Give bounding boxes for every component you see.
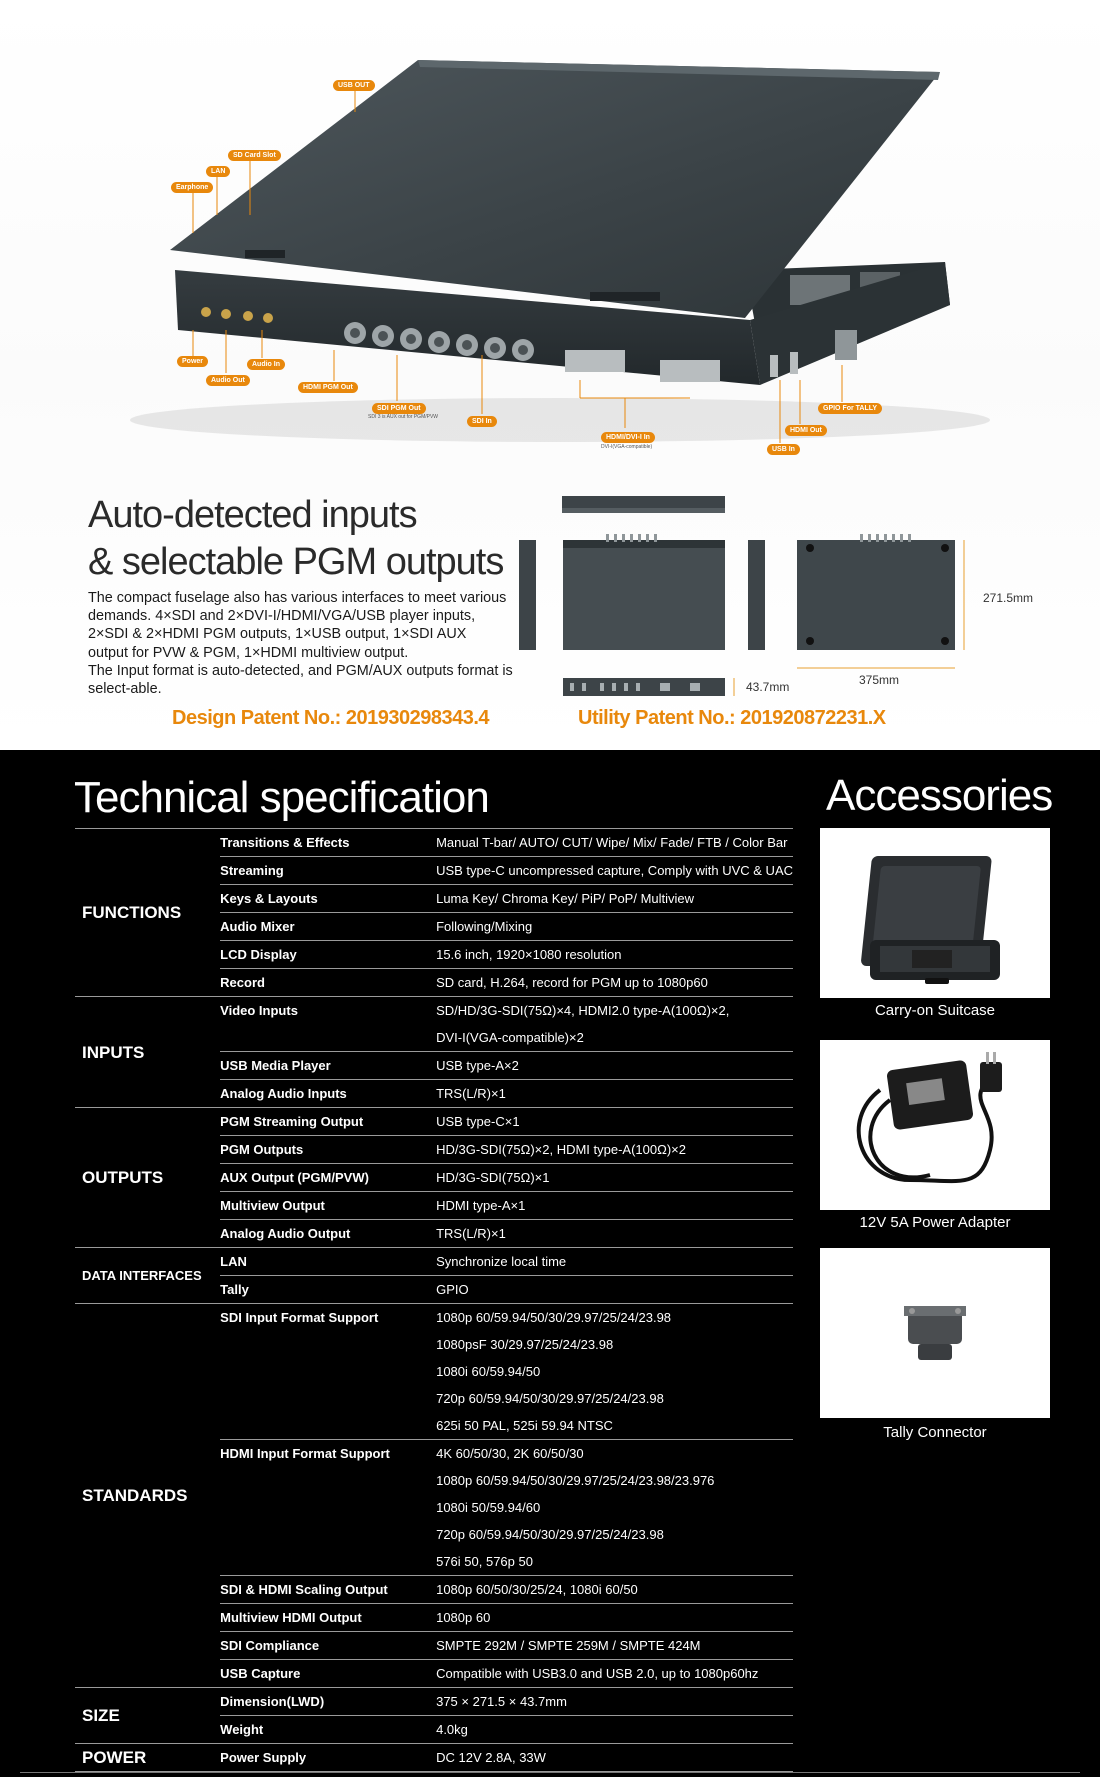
spec-item: Tally — [220, 1276, 436, 1304]
dimension-height: 43.7mm — [746, 680, 790, 694]
accessory-caption: Carry-on Suitcase — [874, 1002, 996, 1019]
spec-item: Transitions & Effects — [220, 829, 436, 857]
port-label-sd-card-slot: SD Card Slot — [228, 150, 281, 161]
spec-value: Synchronize local time — [436, 1248, 793, 1276]
port-note-sdi-aux: SDI 3 is AUX out for PGM/PVW — [368, 414, 439, 420]
headline-line-2: & selectable PGM outputs — [88, 541, 504, 583]
spec-row — [75, 1248, 793, 1276]
spec-value: 1080p 60 — [436, 1604, 793, 1632]
spec-item: Weight — [220, 1716, 436, 1744]
spec-item — [220, 1024, 436, 1052]
port-label-hdmi-dvi-in: HDMI/DVI-I In — [601, 432, 655, 443]
spec-item: Keys & Layouts — [220, 885, 436, 913]
spec-item: PGM Outputs — [220, 1136, 436, 1164]
spec-item: Video Inputs — [220, 997, 436, 1025]
port-note-dvi-vga: DVI-I(VGA-compatible) — [601, 444, 653, 450]
view-left-side — [519, 540, 536, 650]
spec-value: USB type-A×2 — [436, 1052, 793, 1080]
spec-item — [220, 1331, 436, 1358]
spec-item: USB Capture — [220, 1660, 436, 1688]
spec-item: Record — [220, 969, 436, 997]
spec-value: Luma Key/ Chroma Key/ PiP/ PoP/ Multiview — [436, 885, 793, 913]
accessory-card-suitcase — [820, 828, 1050, 998]
spec-item: HDMI Input Format Support — [220, 1440, 436, 1468]
power-adapter-image — [820, 1040, 1050, 1210]
spec-category: SIZE — [75, 1688, 220, 1744]
spec-item: Analog Audio Output — [220, 1220, 436, 1248]
dimension-width: 375mm — [859, 673, 900, 687]
spec-item — [220, 1467, 436, 1494]
port-label-lan: LAN — [206, 166, 230, 177]
spec-value: SD card, H.264, record for PGM up to 1080p60 — [436, 969, 793, 997]
spec-value: DVI-I(VGA-compatible)×2 — [436, 1030, 584, 1045]
spec-category: INPUTS — [75, 997, 220, 1108]
port-label-audio-in: Audio In — [247, 359, 285, 370]
spec-value: HD/3G-SDI(75Ω)×1 — [436, 1164, 793, 1192]
spec-value: 4K 60/50/30, 2K 60/50/30 — [436, 1440, 793, 1468]
spec-item — [220, 1358, 436, 1385]
description-line: 2×SDI & 2×HDMI PGM outputs, 1×USB output, 1×SDI AUX — [88, 626, 467, 643]
spec-category: STANDARDS — [75, 1304, 220, 1688]
spec-category: FUNCTIONS — [75, 829, 220, 997]
spec-row — [75, 997, 793, 1025]
spec-value: 720p 60/59.94/50/30/29.97/25/24/23.98 — [436, 1391, 664, 1406]
spec-item — [220, 1494, 436, 1521]
spec-row — [75, 829, 793, 857]
spec-category: DATA INTERFACES — [75, 1248, 220, 1304]
description-line: select-able. — [88, 681, 162, 698]
spec-value: HDMI type-A×1 — [436, 1192, 793, 1220]
dimension-views-drawing — [0, 0, 1100, 750]
spec-value: 625i 50 PAL, 525i 59.94 NTSC — [436, 1418, 613, 1433]
spec-item: PGM Streaming Output — [220, 1108, 436, 1136]
spec-row — [75, 1108, 793, 1136]
port-label-usb-out: USB OUT — [333, 80, 375, 91]
description-line: The Input format is auto-detected, and PGM/AUX outputs format is — [88, 662, 513, 679]
description-line: demands. 4×SDI and 2×DVI-I/HDMI/VGA/USB player inputs, — [88, 608, 476, 625]
spec-value: 15.6 inch, 1920×1080 resolution — [436, 941, 793, 969]
utility-patent: Utility Patent No.: 201920872231.X — [578, 707, 886, 729]
spec-value: 1080i 60/59.94/50 — [436, 1364, 541, 1379]
spec-value: 1080p 60/50/30/25/24, 1080i 60/50 — [436, 1576, 793, 1604]
spec-value: SD/HD/3G-SDI(75Ω)×4, HDMI2.0 type-A(100Ω)×2, — [436, 997, 793, 1025]
spec-row — [75, 1744, 793, 1772]
spec-row — [75, 1688, 793, 1716]
spec-item — [220, 1412, 436, 1440]
accessory-caption: 12V 5A Power Adapter — [859, 1214, 1011, 1231]
suitcase-image — [820, 828, 1050, 998]
port-label-sdi-pgm-out: SDI PGM Out — [372, 403, 426, 414]
design-patent: Design Patent No.: 201930298343.4 — [172, 707, 490, 729]
spec-value: 1080p 60/59.94/50/30/29.97/25/24/23.98 — [436, 1304, 793, 1332]
bottom-divider — [20, 1772, 1080, 1773]
port-label-earphone: Earphone — [171, 182, 213, 193]
spec-row — [75, 1304, 793, 1332]
spec-value: TRS(L/R)×1 — [436, 1220, 793, 1248]
view-back-panel — [563, 678, 725, 696]
port-label-gpio-tally: GPIO For TALLY — [818, 403, 882, 414]
view-right-side — [748, 540, 765, 650]
port-label-sdi-in: SDI In — [467, 416, 497, 427]
spec-item: SDI Input Format Support — [220, 1304, 436, 1332]
spec-value: USB type-C×1 — [436, 1108, 793, 1136]
view-bottom — [797, 540, 955, 650]
dimension-depth: 271.5mm — [983, 591, 1034, 605]
port-label-hdmi-pgm-out: HDMI PGM Out — [298, 382, 358, 393]
view-top-edge — [562, 496, 725, 508]
spec-item: Audio Mixer — [220, 913, 436, 941]
spec-item: LCD Display — [220, 941, 436, 969]
spec-item: Multiview HDMI Output — [220, 1604, 436, 1632]
spec-value: 4.0kg — [436, 1716, 793, 1744]
spec-value: GPIO — [436, 1276, 793, 1304]
spec-value: SMPTE 292M / SMPTE 259M / SMPTE 424M — [436, 1632, 793, 1660]
spec-item: SDI & HDMI Scaling Output — [220, 1576, 436, 1604]
spec-value: TRS(L/R)×1 — [436, 1080, 793, 1108]
spec-value: Manual T-bar/ AUTO/ CUT/ Wipe/ Mix/ Fade/ FTB / Color Bar — [436, 829, 793, 857]
spec-value: 576i 50, 576p 50 — [436, 1554, 533, 1569]
spec-value: 375 × 271.5 × 43.7mm — [436, 1688, 793, 1716]
accessory-card-tally-connector — [820, 1248, 1050, 1418]
port-label-hdmi-out: HDMI Out — [785, 425, 827, 436]
spec-value: DC 12V 2.8A, 33W — [436, 1744, 793, 1772]
spec-value: USB type-C uncompressed capture, Comply with UVC & UAC — [436, 857, 793, 885]
spec-value: 1080p 60/59.94/50/30/29.97/25/24/23.98/23.976 — [436, 1473, 715, 1488]
spec-category: POWER — [75, 1744, 220, 1772]
spec-item: AUX Output (PGM/PVW) — [220, 1164, 436, 1192]
spec-item: SDI Compliance — [220, 1632, 436, 1660]
accessories-title: Accessories — [826, 771, 1053, 820]
accessory-card-power-adapter — [820, 1040, 1050, 1210]
spec-item: Dimension(LWD) — [220, 1688, 436, 1716]
spec-category: OUTPUTS — [75, 1108, 220, 1248]
spec-value: HD/3G-SDI(75Ω)×2, HDMI type-A(100Ω)×2 — [436, 1136, 793, 1164]
spec-table — [75, 828, 793, 1772]
accessory-caption: Tally Connector — [883, 1424, 987, 1441]
port-label-power: Power — [177, 356, 208, 367]
spec-value: Compatible with USB3.0 and USB 2.0, up to 1080p60hz — [436, 1660, 793, 1688]
tally-connector-image — [820, 1248, 1050, 1418]
spec-value: 1080psF 30/29.97/25/24/23.98 — [436, 1337, 614, 1352]
spec-item — [220, 1548, 436, 1576]
view-main — [563, 540, 725, 650]
spec-item: Power Supply — [220, 1744, 436, 1772]
spec-item: Streaming — [220, 857, 436, 885]
spec-value: 1080i 50/59.94/60 — [436, 1500, 541, 1515]
spec-item: LAN — [220, 1248, 436, 1276]
description-line: output for PVW & PGM, 1×HDMI multiview output. — [88, 644, 409, 661]
spec-item — [220, 1521, 436, 1548]
spec-item: USB Media Player — [220, 1052, 436, 1080]
spec-item — [220, 1385, 436, 1412]
spec-value: Following/Mixing — [436, 913, 793, 941]
port-label-usb-in: USB In — [767, 444, 800, 455]
port-label-audio-out: Audio Out — [206, 375, 250, 386]
description-line: The compact fuselage also has various interfaces to meet various — [88, 590, 507, 606]
spec-item: Multiview Output — [220, 1192, 436, 1220]
headline-line-1: Auto-detected inputs — [88, 494, 417, 536]
spec-value: 720p 60/59.94/50/30/29.97/25/24/23.98 — [436, 1527, 664, 1542]
product-overview-section — [0, 0, 1100, 750]
spec-title: Technical specification — [74, 773, 489, 822]
spec-item: Analog Audio Inputs — [220, 1080, 436, 1108]
